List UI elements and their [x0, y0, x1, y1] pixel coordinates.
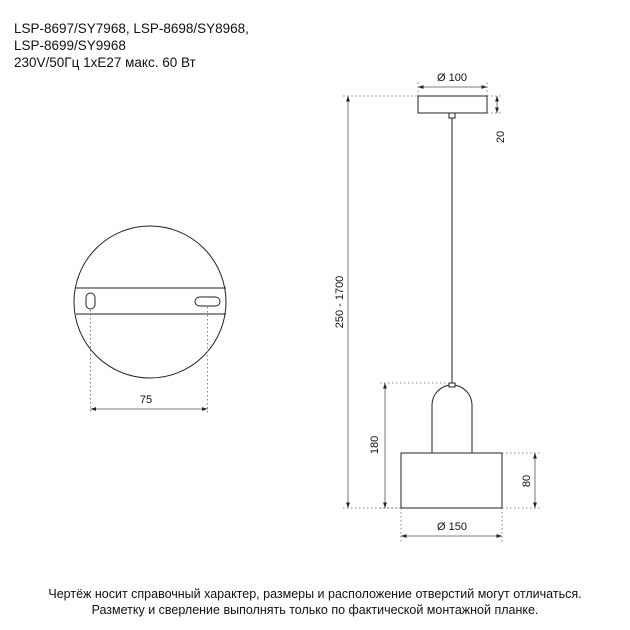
total-height-label: 250 - 1700	[334, 275, 346, 329]
lamp-shade	[401, 453, 502, 508]
canopy-base	[418, 96, 487, 113]
lamp-holder	[432, 385, 472, 453]
disclaimer-line-2: Разметку и сверление выполнять только по фактической монтажной планке.	[91, 603, 539, 617]
lamp-side-view	[334, 72, 540, 542]
disclaimer-line-1: Чертёж носит справочный характер, размеры и расположение отверстий могут отличаться.	[48, 587, 582, 601]
holder-cap	[449, 383, 455, 387]
mounting-hole-left	[86, 293, 95, 309]
shade-diameter-label: Ø 150	[437, 521, 467, 533]
canopy-diameter-label: Ø 100	[437, 72, 467, 84]
model-line-2: LSP-8699/SY9968	[14, 38, 126, 53]
mounting-hole-right	[195, 297, 220, 306]
disclaimer-footer	[0, 586, 630, 618]
power-spec: 230V/50Гц 1хЕ27 макс. 60 Вт	[14, 55, 196, 70]
canopy-hook	[449, 113, 455, 118]
mounting-plate-view	[74, 226, 226, 414]
hole-spacing-label: 75	[139, 394, 153, 406]
canopy-height-label: 20	[495, 130, 507, 144]
shade-height-label: 80	[521, 474, 533, 488]
model-line-1: LSP-8697/SY7968, LSP-8698/SY8968,	[14, 21, 249, 36]
body-height-label: 180	[369, 435, 381, 455]
